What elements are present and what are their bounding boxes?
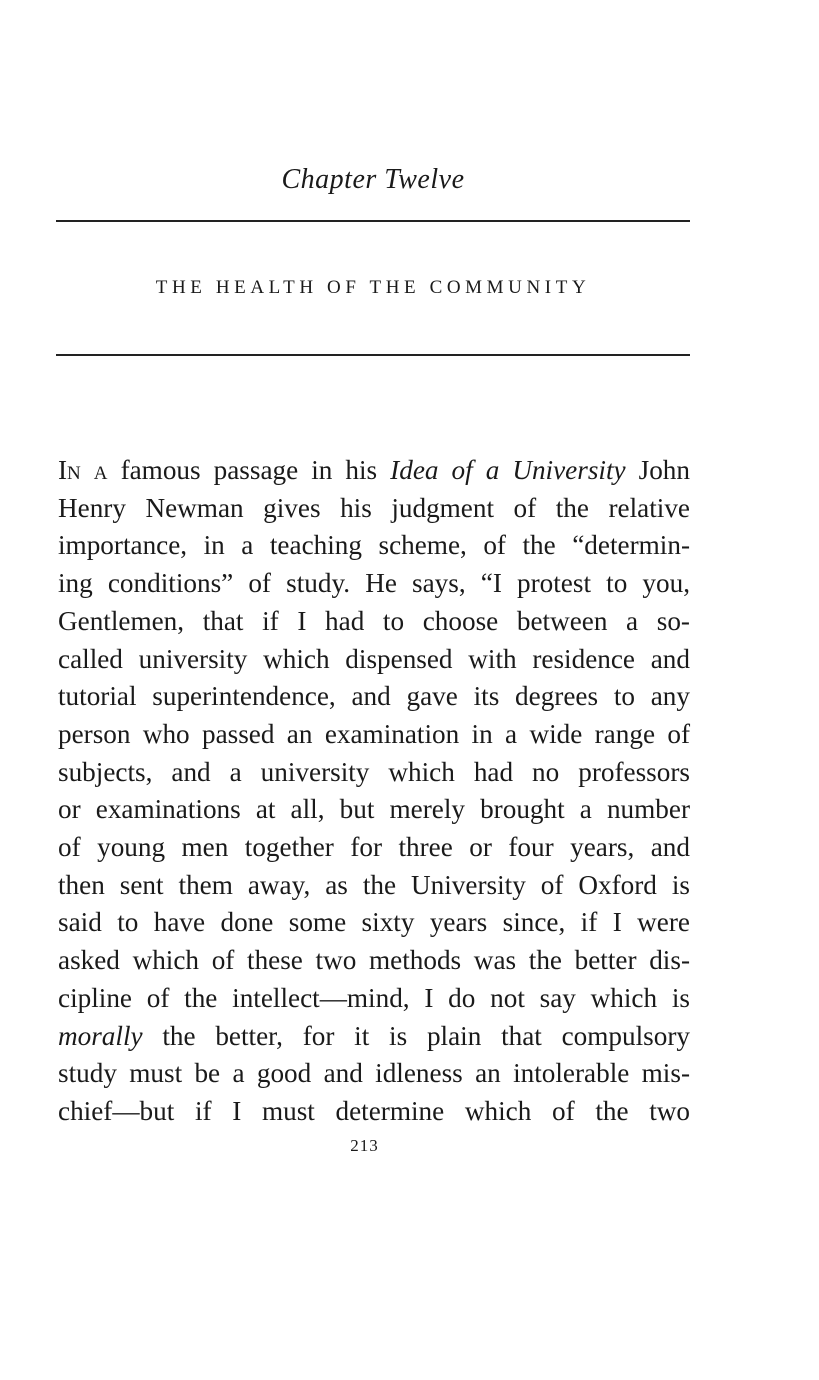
text-segment: said to have done some sixty years since, if I were [58, 907, 690, 938]
italic-text: Idea of a University [390, 455, 626, 485]
top-rule [56, 220, 690, 222]
text-segment: study must be a good and idleness an intolerable mis- [58, 1058, 690, 1089]
text-segment: asked which of these two methods was the better dis- [58, 945, 690, 976]
chapter-label: Chapter Twelve [281, 164, 465, 195]
text-line [58, 641, 690, 679]
bottom-rule [56, 354, 690, 356]
body-paragraph [58, 452, 690, 1131]
text-segment: of young men together for three or four years, and [58, 832, 690, 863]
text-line [58, 791, 690, 829]
text-segment: John [625, 455, 690, 485]
text-segment: Henry Newman gives his judgment of the relative [58, 492, 690, 523]
text-line [58, 527, 690, 565]
text-line [58, 942, 690, 980]
text-segment: called university which dispensed with residence and [58, 643, 690, 674]
text-segment: then sent them away, as the University of Oxford is [58, 869, 690, 900]
text-segment: subjects, and a university which had no professors [58, 756, 690, 787]
text-line [58, 1093, 690, 1131]
text-segment: ing conditions” of study. He says, “I protest to you, [58, 568, 690, 599]
page-number: 213 [350, 1136, 379, 1155]
text-line [58, 603, 690, 641]
text-segment: Gentlemen, that if I had to choose between a so- [58, 605, 690, 636]
text-line [58, 754, 690, 792]
text-segment: famous passage in his [107, 455, 391, 485]
text-segment: person who passed an examination in a wide range of [58, 718, 690, 749]
text-line [58, 867, 690, 905]
italic-text: morally [58, 1020, 143, 1051]
text-line [58, 490, 690, 528]
text-line [58, 904, 690, 942]
text-line [58, 829, 690, 867]
text-line [58, 716, 690, 754]
text-segment: or examinations at all, but merely brought a number [58, 794, 690, 825]
text-line [58, 565, 690, 603]
text-line [58, 1055, 690, 1093]
chapter-title: THE HEALTH OF THE COMMUNITY [155, 277, 591, 298]
lead-smallcaps: In a [58, 455, 108, 485]
text-segment: chief—but if I must determine which of the two [58, 1095, 690, 1126]
text-line [58, 452, 690, 490]
text-segment: importance, in a teaching scheme, of the “determin- [58, 530, 690, 561]
text-segment: the better, for it is plain that compulsory [142, 1020, 690, 1051]
text-line [58, 1018, 690, 1056]
text-segment: tutorial superintendence, and gave its degrees to any [58, 681, 690, 712]
text-segment: cipline of the intellect—mind, I do not say which is [58, 982, 690, 1013]
text-line [58, 678, 690, 716]
text-line [58, 980, 690, 1018]
